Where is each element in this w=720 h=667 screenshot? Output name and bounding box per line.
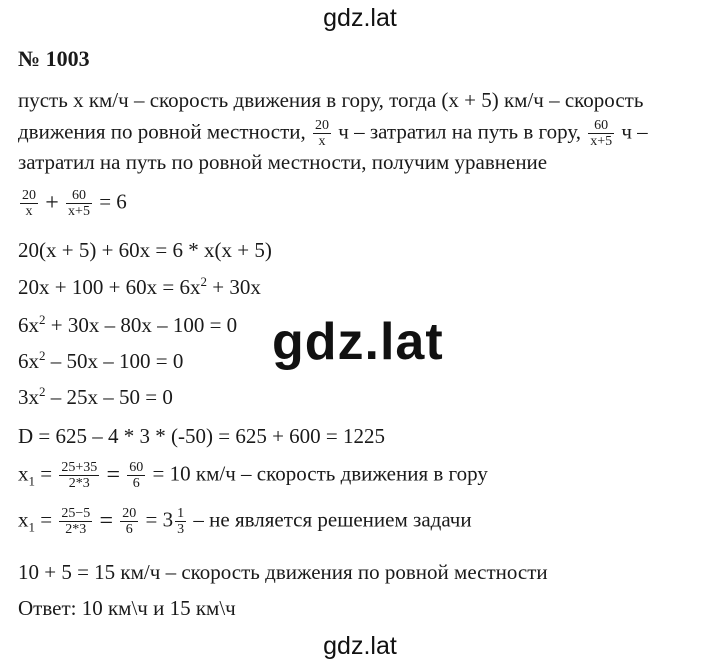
- step-3-left: 6x: [18, 313, 39, 337]
- equation-fraction-2: [66, 188, 92, 219]
- equation-rhs: = 6: [99, 189, 127, 214]
- step-2-left: 20x + 100 + 60x = 6x: [18, 275, 201, 299]
- step-4-right: – 50x – 100 = 0: [45, 349, 184, 373]
- time-uphill-fraction: [313, 118, 331, 149]
- intro-line-1: пусть х км/ч – скорость движения в гору, тогда (х + 5) км/ч – скорость: [18, 88, 644, 112]
- intro-line-2-text-c: ч –: [621, 119, 648, 144]
- exponent: 2: [200, 274, 208, 289]
- fraction-numerator: 20: [122, 506, 137, 521]
- time-flat-fraction: [588, 118, 614, 149]
- fraction-numerator: 60: [588, 118, 614, 134]
- root-2-fraction-1: [59, 506, 92, 537]
- discriminant-line: D = 625 – 4 * 3 * (-50) = 625 + 600 = 1225: [18, 424, 386, 448]
- site-footer: gdz.lat: [323, 632, 397, 660]
- step-4: [18, 348, 183, 374]
- mixed-number-whole: = 3: [145, 507, 174, 532]
- fraction-numerator: 25+35: [61, 460, 98, 475]
- root-1-line: [18, 460, 488, 491]
- fraction-denominator: 6: [132, 476, 140, 491]
- equation-fraction-1: [20, 188, 38, 219]
- step-3: [18, 312, 237, 338]
- step-2: [18, 274, 261, 300]
- exponent: 2: [39, 312, 46, 327]
- fraction-denominator: 3: [177, 522, 185, 537]
- equals-sign: =: [35, 507, 53, 532]
- plus-sign: +: [45, 190, 59, 216]
- step-2-right: + 30x: [207, 275, 261, 299]
- mixed-number-fraction: [175, 506, 186, 537]
- step-5: [18, 384, 173, 410]
- root-2-fraction-2: [120, 506, 138, 537]
- root-variable: x: [18, 461, 29, 486]
- root-subscript: 1: [28, 473, 35, 489]
- root-2-note: – не является решением задачи: [193, 507, 472, 532]
- step-3-right: + 30x – 80x – 100 = 0: [45, 313, 238, 337]
- step-1: 20(x + 5) + 60x = 6 * x(x + 5): [18, 238, 272, 262]
- fraction-numerator: 20: [315, 118, 330, 133]
- main-equation: [18, 188, 127, 219]
- intro-line-2-text-a: движения по ровной местности,: [18, 119, 306, 144]
- fraction-denominator: x+5: [68, 204, 90, 219]
- fraction-numerator: 20: [22, 188, 36, 203]
- intro-line-3: затратил на путь по ровной местности, получим уравнение: [18, 150, 548, 174]
- fraction-denominator: 6: [125, 522, 133, 537]
- root-variable: x: [18, 507, 29, 532]
- fraction-denominator: 2*3: [65, 522, 87, 537]
- fraction-denominator: x: [25, 204, 33, 219]
- fraction-numerator: 1: [177, 506, 185, 521]
- fraction-numerator: 60: [129, 460, 144, 475]
- root-1-fraction-2: [127, 460, 145, 491]
- root-1-result: = 10 км/ч – скорость движения в гору: [152, 461, 488, 486]
- site-header: gdz.lat: [323, 4, 397, 32]
- equals-sign: =: [106, 462, 121, 488]
- equals-sign: =: [35, 461, 53, 486]
- exponent: 2: [39, 348, 46, 363]
- root-1-fraction-1: [59, 460, 99, 491]
- root-subscript: 1: [28, 519, 35, 535]
- problem-number: № 1003: [18, 46, 90, 71]
- step-5-right: – 25x – 50 = 0: [45, 385, 173, 409]
- flat-speed-line: 10 + 5 = 15 км/ч – скорость движения по ровной местности: [18, 560, 548, 584]
- step-4-left: 6x: [18, 349, 39, 373]
- fraction-denominator: x+5: [590, 134, 613, 149]
- step-5-left: 3x: [18, 385, 39, 409]
- fraction-numerator: 60: [66, 188, 92, 204]
- exponent: 2: [39, 384, 46, 399]
- intro-line-2: [18, 118, 648, 149]
- fraction-denominator: x: [318, 134, 326, 149]
- fraction-numerator: 25−5: [61, 506, 91, 521]
- answer-line: Ответ: 10 км\ч и 15 км\ч: [18, 596, 236, 620]
- watermark: gdz.lat: [272, 313, 444, 371]
- equals-sign: =: [99, 508, 114, 534]
- intro-line-2-text-b: ч – затратил на путь в гору,: [338, 119, 581, 144]
- root-2-line: [18, 506, 472, 537]
- fraction-denominator: 2*3: [68, 476, 90, 491]
